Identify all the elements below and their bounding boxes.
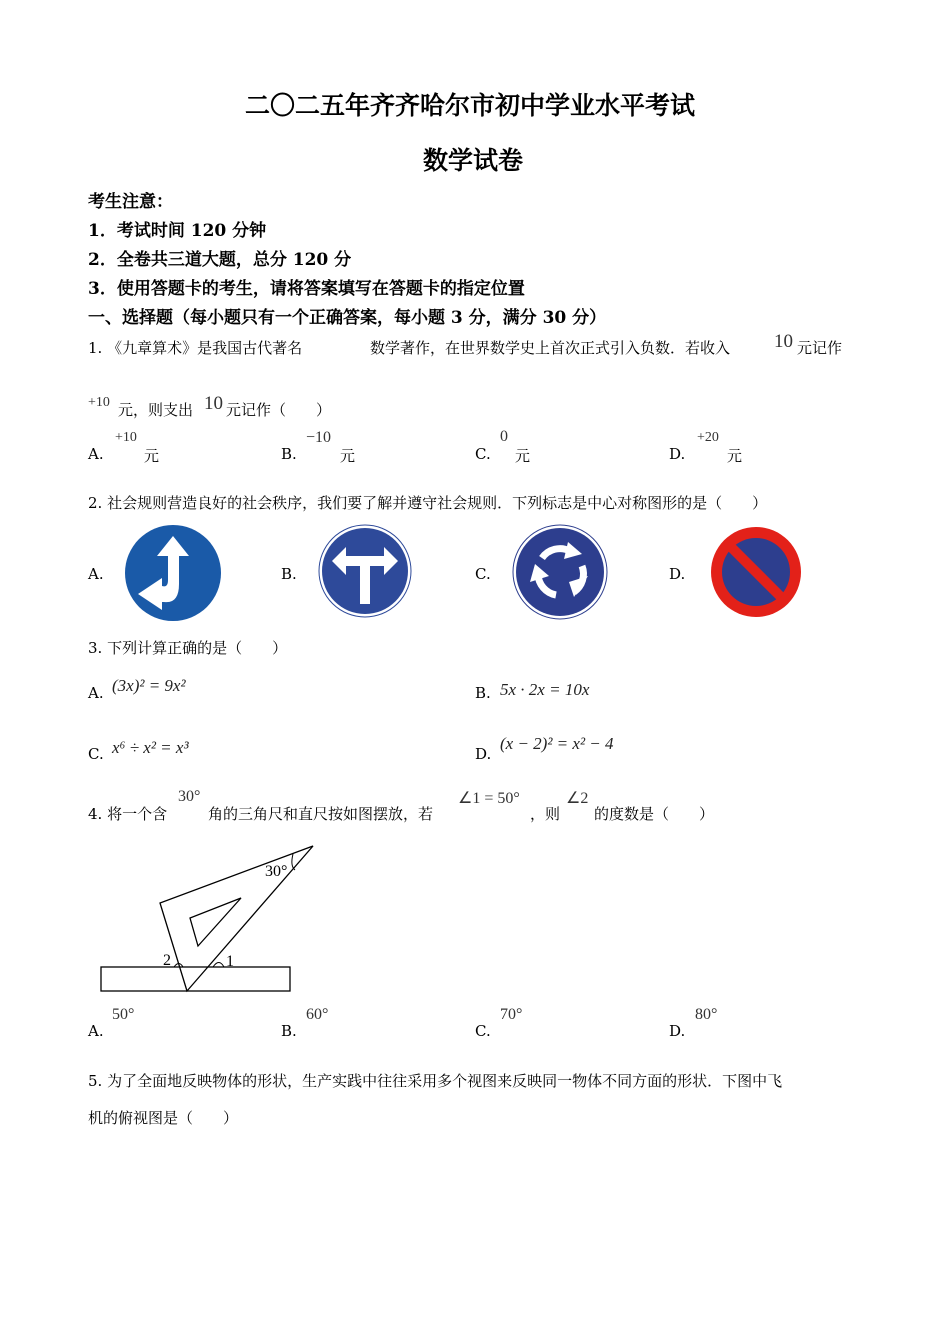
q4-math-30: 30°: [178, 788, 201, 805]
section-heading: 一、选择题（每小题只有一个正确答案，每小题 3 分，满分 30 分）: [88, 308, 607, 328]
notice-item-2: 2．全卷共三道大题，总分 120 分: [88, 250, 352, 270]
q2-option-b-label[interactable]: B.: [281, 565, 297, 583]
page-title: 二〇二五年齐齐哈尔市初中学业水平考试: [245, 91, 696, 120]
figure-label-1: 1: [226, 953, 234, 970]
q4-option-b-label[interactable]: B.: [281, 1022, 297, 1040]
q4-text-a: 4. 将一个含: [88, 805, 168, 823]
q3-option-b-expr: 5x · 2x = 10x: [500, 680, 590, 699]
q3-option-a-label[interactable]: A.: [88, 684, 104, 702]
figure-label-30: 30°: [265, 863, 288, 880]
q1-text-a: 1. 《九章算术》是我国古代著名: [88, 339, 303, 357]
q4-option-c-label[interactable]: C.: [475, 1022, 491, 1040]
q3-option-c-label[interactable]: C.: [88, 745, 104, 763]
q1-option-d-label[interactable]: D.: [669, 445, 686, 463]
q1-option-a-unit: 元: [144, 447, 160, 465]
q1-option-a-math: +10: [115, 430, 137, 445]
q4-option-d-label[interactable]: D.: [669, 1022, 686, 1040]
q2-option-d-label[interactable]: D.: [669, 565, 686, 583]
q1-option-b-label[interactable]: B.: [281, 445, 297, 463]
q4-option-d-value: 80°: [695, 1006, 718, 1023]
q3-option-d-expr: (x − 2)² = x² − 4: [500, 734, 614, 753]
q2-option-c-label[interactable]: C.: [475, 565, 491, 583]
q1-text-b: 数学著作，在世界数学史上首次正式引入负数．若收入: [370, 339, 731, 357]
q1-text-c: 元记作: [797, 339, 843, 357]
q1-option-b-unit: 元: [340, 447, 356, 465]
q2-text: 2. 社会规则营造良好的社会秩序，我们要了解并遵守社会规则．下列标志是中心对称图形的是（ ）: [88, 494, 768, 512]
q1-option-d-unit: 元: [727, 447, 743, 465]
q3-option-d-label[interactable]: D.: [475, 745, 492, 763]
q1-option-b-math: −10: [306, 429, 332, 446]
q4-text-c: ，则: [530, 805, 561, 823]
q4-math-angle1: ∠1 = 50°: [458, 790, 520, 807]
q1-math-plus10: +10: [88, 395, 110, 410]
q3-option-b-label[interactable]: B.: [475, 684, 491, 702]
triangle-ruler-figure: [95, 838, 325, 998]
q1-option-a-label[interactable]: A.: [88, 445, 104, 463]
page-subtitle: 数学试卷: [423, 146, 524, 175]
notice-item-3: 3．使用答题卡的考生，请将答案填写在答题卡的指定位置: [88, 279, 525, 299]
q1-math-10b: 10: [204, 393, 223, 414]
q4-math-angle2: ∠2: [566, 790, 589, 807]
q1-option-c-label[interactable]: C.: [475, 445, 491, 463]
notice-item-1: 1．考试时间 120 分钟: [88, 221, 267, 241]
roundabout-sign-icon[interactable]: [512, 524, 608, 620]
q4-option-c-value: 70°: [500, 1006, 523, 1023]
q1-option-c-unit: 元: [515, 447, 531, 465]
q4-text-d: 的度数是（ ）: [594, 805, 715, 823]
q3-option-a-expr: (3x)² = 9x²: [112, 676, 186, 695]
no-parking-sign-icon[interactable]: [710, 526, 802, 618]
q3-option-c-expr: x⁶ ÷ x² = x³: [112, 738, 189, 757]
q4-option-b-value: 60°: [306, 1006, 329, 1023]
notice-heading: 考生注意：: [88, 192, 173, 212]
q1-option-c-math: 0: [500, 428, 508, 445]
q3-text: 3. 下列计算正确的是（ ）: [88, 639, 288, 657]
straight-or-left-sign-icon[interactable]: [124, 524, 222, 622]
q2-option-a-label[interactable]: A.: [88, 565, 104, 583]
q4-text-b: 角的三角尺和直尺按如图摆放，若: [208, 805, 434, 823]
q1-option-d-math: +20: [697, 430, 719, 445]
q1-text-d: 元，则支出: [118, 401, 194, 419]
q4-option-a-label[interactable]: A.: [88, 1022, 104, 1040]
q4-option-a-value: 50°: [112, 1006, 135, 1023]
figure-label-2: 2: [163, 952, 171, 969]
q5-text-line1: 5. 为了全面地反映物体的形状，生产实践中往往采用多个视图来反映同一物体不同方面的形状．下图中飞: [88, 1072, 783, 1090]
q1-text-e: 元记作（ ）: [226, 401, 332, 419]
q5-text-line2: 机的俯视图是（ ）: [88, 1109, 239, 1127]
q1-math-10: 10: [774, 331, 793, 352]
left-or-right-sign-icon[interactable]: [318, 524, 412, 618]
